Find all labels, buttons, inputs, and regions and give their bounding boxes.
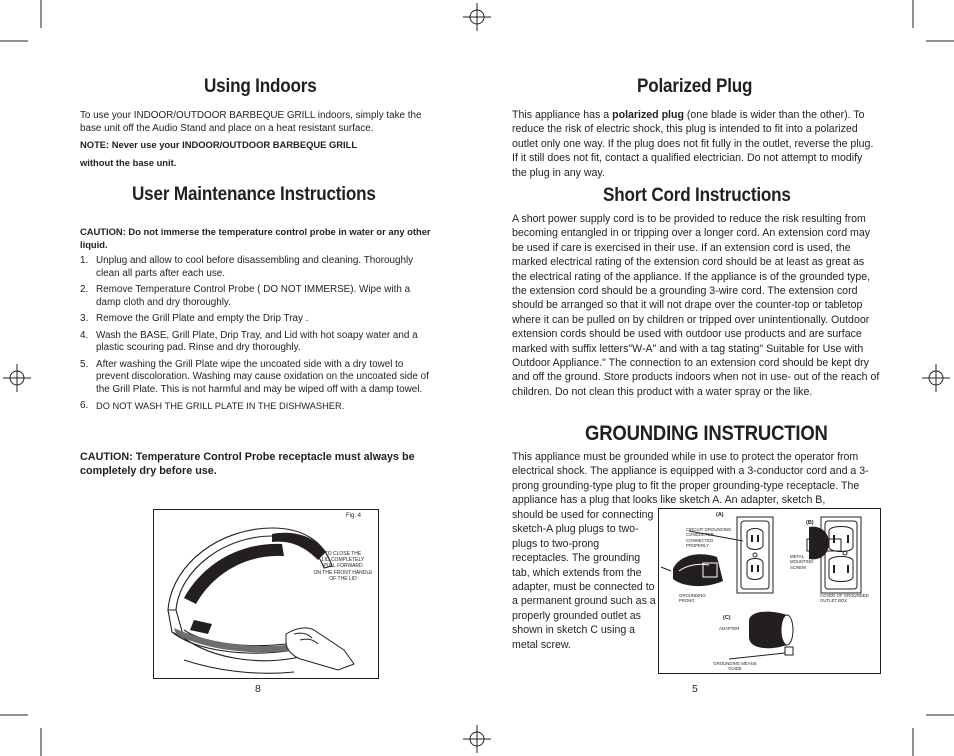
outlet-box-caption: COVER OF GROUNDED OUTLET BOX [820, 593, 869, 604]
note-line-1: NOTE: Never use your INDOOR/OUTDOOR BARBEQUE GRILL [80, 139, 358, 150]
using-indoors-heading: Using Indoors [204, 76, 317, 97]
figure-4 [153, 509, 379, 679]
page-number-left: 8 [255, 683, 261, 695]
list-item: 6. DO NOT WASH THE GRILL PLATE IN THE DISHWASHER. [80, 400, 345, 411]
using-indoors-text: To use your INDOOR/OUTDOOR BARBEQUE GRILL indoors, simply take the base unit off the Audio Stand and place on a heat resistant surface. [80, 110, 422, 134]
grounding-means-caption: GROUNDING MEANS GUIDE [713, 661, 757, 672]
short-cord-text: A short power supply cord is to be provided to reduce the risk resulting from becoming entangled in or tripping over a longer cord. An extension cord may be used if care is exercised in their use. If an extension cord is used, the marked electrical rating of the extension cord should be at least as great as the electrical rating of the appliance. If the appliance is of the grounded type, the extension cord should be a grounding 3-wire cord. The extension cord should be arranged so that it will not drape over the counter-top or tabletop where it can be pulled on by children or tripped over unintentionally. Outdoor extension cords should be used with outdoor use products and are surface marked with suffix letters"W-A" and with a tag stating" Suitable for Use with Outdoor Appliance." The connection to an extension cord should be kept dry and off the ground. Store products indoors when not in use- out of the reach of children. Do not clean this product with a water spray or the like. [512, 213, 880, 398]
sketch-c-label: (C) [723, 615, 731, 621]
figure-label: Fig. 4 [346, 513, 362, 519]
cleaning-steps [80, 255, 430, 418]
list-item: 4. Wash the BASE, Grill Plate, Drip Tray, and Lid with hot soapy water and a plastic scouring pad. Rinse and dry thoroughly. [80, 329, 418, 353]
caution-receptacle: CAUTION: Temperature Control Probe receptacle must always be completely dry before use. [80, 451, 415, 477]
list-item: 5. After washing the Grill Plate wipe the uncoated side with a dry towel to prevent discoloration. Washing may cause oxidation on the uncoated side of the Grill Plate. This is not harmful and may be wiped off with a damp towel. [80, 358, 429, 395]
figure-caption: TO CLOSE THE LID COMPLETELY PULL FORWARD ON THE FRONT HANDLE OF THE LID [313, 551, 373, 582]
grounding-diagram [658, 508, 881, 674]
polarized-plug-text: This appliance has a polarized plug (one blade is wider than the other). To reduce the risk of electric shock, this plug is intended to fit into a polarized outlet only one way. If the plug does not fit fully in the outlet, reverse the plug. If it still does not fit, contact a qualified electrician. Do not attempt to modify the plug in any way. [512, 109, 874, 179]
list-item: 2. Remove Temperature Control Probe ( DO NOT IMMERSE). Wipe with a damp cloth and dry thoroughly. [80, 284, 411, 308]
sketch-a-label: (A) [716, 512, 724, 518]
page-number-right: 5 [692, 683, 698, 695]
grounding-text-narrow: should be used for connecting sketch-A plug plugs to two-plugs to two-prong receptacles. The grounding tab, which extends from the adapter, must be connected to a permanent ground such as a properly grounded outlet as shown in sketch C using a metal screw. [512, 509, 656, 651]
list-item: 1. Unplug and allow to cool before disassembling and cleaning. Thoroughly clean all parts after each use. [80, 255, 414, 279]
list-item: 3. Remove the Grill Plate and empty the Drip Tray . [80, 313, 309, 324]
metal-screw-caption: METAL MOUNTING SCREW [790, 554, 814, 570]
grounding-heading: GROUNDING INSTRUCTION [585, 422, 828, 445]
adapter-caption: ADAPTER [719, 626, 740, 631]
grill-lid-illustration [154, 510, 378, 678]
sketch-b-label: (B) [806, 520, 814, 526]
maintenance-heading: User Maintenance Instructions [132, 184, 376, 205]
caution-probe: CAUTION: Do not immerse the temperature control probe in water or any other liquid. [80, 226, 431, 250]
polarized-plug-heading: Polarized Plug [637, 76, 753, 97]
note-line-2: without the base unit. [80, 157, 177, 168]
short-cord-heading: Short Cord Instructions [603, 185, 791, 206]
grounding-prong-caption: GROUNDING PRONG [679, 593, 706, 604]
grounding-text: This appliance must be grounded while in use to protect the operator from electrical shock. The appliance is equipped with a 3-conductor cord and a 3-prong grounding-type plug to fit the proper grounding-type receptacle. The appliance has a plug that looks like sketch A. An adapter, sketch B, [512, 451, 869, 507]
circuit-conductor-caption: CIRCUIT GROUNDING CONDUCTOR CONNECTED PROPERLY [686, 527, 732, 548]
